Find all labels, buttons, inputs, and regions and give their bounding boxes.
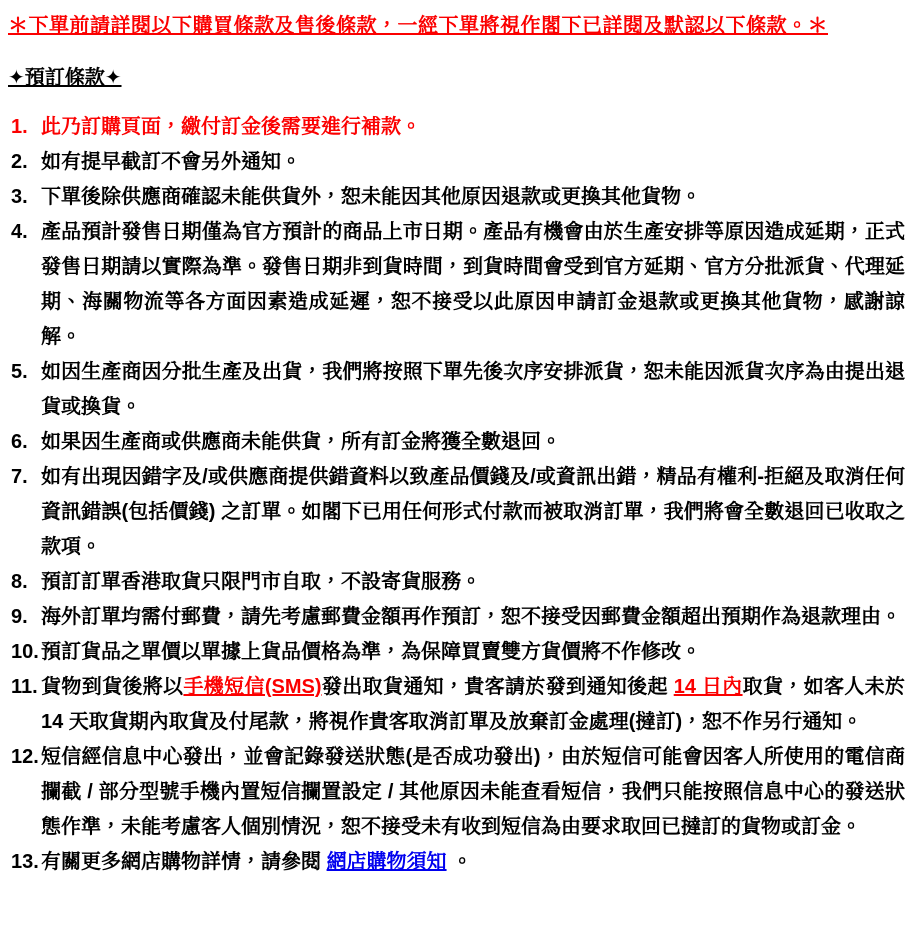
store-shopping-guide-link[interactable]: 網店購物須知 [326, 851, 447, 873]
term-item-10 [8, 635, 905, 670]
term-text: 短信經信息中心發出，並會記錄發送狀態(是否成功發出)，由於短信可能會因客人所使用的電信商攔截 / 部分型號手機內置短信攔置設定 / 其他原因未能查看短信，我們只能按照信息中心的發送狀態作準，未能考慮客人個別情況，恕不接受未有收到短信為由要求取回已撻訂的貨物或訂金。 [41, 746, 905, 838]
term-number: 1. [11, 116, 28, 138]
term-number: 12. [11, 746, 39, 768]
term-number: 10. [11, 641, 39, 663]
term-number: 13. [11, 851, 39, 873]
term-text: 海外訂單均需付郵費，請先考慮郵費金額再作預訂，恕不接受因郵費金額超出預期作為退款理由。 [41, 606, 901, 628]
term-item-5 [8, 355, 905, 425]
term-item-8 [8, 565, 905, 600]
term-text: 預訂訂單香港取貨只限門市自取，不設寄貨服務。 [41, 571, 481, 593]
term-number: 4. [11, 221, 28, 243]
term-item-4 [8, 215, 905, 355]
terms-list [8, 110, 905, 880]
term-item-7 [8, 460, 905, 565]
term-item-9 [8, 600, 905, 635]
term-number: 11. [11, 676, 38, 698]
preorder-terms-heading: ✦預訂條款✦ [8, 67, 122, 89]
purchase-notice-heading: ＊下單前請詳閱以下購買條款及售後條款，一經下單將視作閣下已詳閱及默認以下條款。＊ [8, 15, 828, 37]
term-number: 2. [11, 151, 28, 173]
term-text: 如有出現因錯字及/或供應商提供錯資料以致產品價錢及/或資訊出錯，精品有權利-拒絕及取消任何資訊錯誤(包括價錢) 之訂單。如閣下已用任何形式付款而被取消訂單，我們將會全數退回已收取之款項。 [41, 466, 905, 558]
term-item-6 [8, 425, 905, 460]
term-item-2 [8, 145, 905, 180]
term-text: 此乃訂購頁面，繳付訂金後需要進行補款。 [41, 116, 421, 138]
term-text: 產品預計發售日期僅為官方預計的商品上市日期。產品有機會由於生產安排等原因造成延期，正式發售日期請以實際為準。發售日期非到貨時間，到貨時間會受到官方延期、官方分批派貨、代理延期、海關物流等各方面因素造成延遲，恕不接受以此原因申請訂金退款或更換其他貨物，感謝諒解。 [41, 221, 905, 348]
term-number: 5. [11, 361, 28, 383]
term-item-12 [8, 740, 905, 845]
term-number: 6. [11, 431, 28, 453]
term-item-11 [8, 670, 905, 740]
term-number: 7. [11, 466, 28, 488]
term-number: 8. [11, 571, 28, 593]
term-number: 9. [11, 606, 28, 628]
term-number: 3. [11, 186, 28, 208]
term-item-3 [8, 180, 905, 215]
term-text: 如因生產商因分批生產及出貨，我們將按照下單先後次序安排派貨，恕未能因派貨次序為由提出退貨或換貨。 [41, 361, 905, 418]
term-text: 下單後除供應商確認未能供貨外，恕未能因其他原因退款或更換其他貨物。 [41, 186, 701, 208]
sms-notice-highlight: 手機短信(SMS) [183, 676, 322, 698]
term-text: 如果因生產商或供應商未能供貨，所有訂金將獲全數退回。 [41, 431, 561, 453]
term-text: 有關更多網店購物詳情，請參閱 網店購物須知 。 [41, 851, 473, 873]
pickup-deadline-highlight: 14 日內 [673, 676, 743, 698]
term-item-13 [8, 845, 905, 880]
term-text: 預訂貨品之單價以單據上貨品價格為準，為保障買賣雙方貨價將不作修改。 [41, 641, 701, 663]
term-text: 貨物到貨後將以手機短信(SMS)發出取貨通知，貴客請於發到通知後起 14 日內取貨，如客人未於 14 天取貨期內取貨及付尾款，將視作貴客取消訂單及放棄訂金處理(撻訂)，恕不作另行通知。 [41, 676, 906, 733]
term-item-1 [8, 110, 905, 145]
term-text: 如有提早截訂不會另外通知。 [41, 151, 301, 173]
